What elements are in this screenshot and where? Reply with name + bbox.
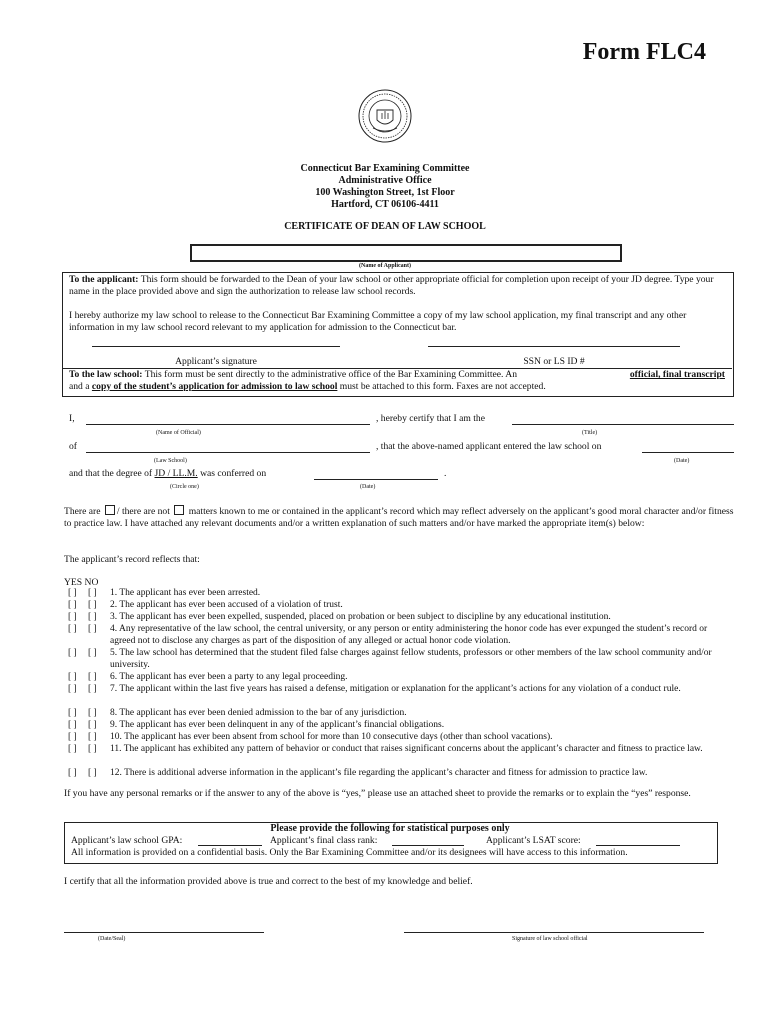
applicant-name-field[interactable] — [190, 244, 622, 262]
official-signature-line[interactable] — [404, 932, 704, 933]
class-rank-field[interactable] — [392, 845, 464, 846]
there-are-text: There are — [64, 506, 103, 517]
official-signature-caption: Signature of law school official — [512, 936, 588, 942]
law-school-text-1: This form must be sent directly to the administrative office of the Bar Examining Committee. An — [142, 369, 518, 380]
law-school-instructions — [69, 369, 731, 393]
office-line-2: Administrative Office — [338, 175, 432, 186]
law-school-line[interactable] — [86, 452, 370, 453]
no-checkbox[interactable]: [ ] — [88, 720, 97, 730]
law-school-text-2: and a — [69, 381, 92, 392]
to-applicant-label: To the applicant: — [69, 274, 139, 285]
confidential-note: All information is provided on a confidential basis. Only the Bar Examining Committee and/or its designees will have access to this information. — [71, 847, 628, 858]
gpa-label: Applicant’s law school GPA: — [71, 835, 183, 846]
question-text: 5. The law school has determined that the student filed false charges against fellow students, professors or other members of the law school community and/or university. — [110, 648, 712, 670]
ssn-label: SSN or LS ID # — [523, 356, 585, 367]
there-are-not-text: / there are not — [116, 506, 173, 517]
no-checkbox[interactable]: [ ] — [88, 588, 97, 598]
there-are-not-checkbox[interactable] — [174, 505, 184, 515]
entered-text: , that the above-named applicant entered the law school on — [376, 441, 602, 452]
question-text: 7. The applicant within the last five years has raised a defense, mitigation or explanation for the applicant’s actions for any violation of a conduct rule. — [110, 684, 681, 694]
degree-text-1: and that the degree of — [69, 468, 155, 479]
entry-date-caption: (Date) — [674, 458, 690, 464]
question-text: 3. The applicant has ever been expelled, suspended, placed on probation or been subject to discipline by any educational institution. — [110, 612, 611, 622]
degree-statement — [69, 468, 266, 480]
no-checkbox[interactable]: [ ] — [88, 600, 97, 610]
no-checkbox[interactable]: [ ] — [88, 672, 97, 682]
yes-checkbox[interactable]: [ ] — [68, 720, 77, 730]
question-text: 9. The applicant has ever been delinquent in any of the applicant’s financial obligations. — [110, 720, 445, 730]
application-copy-phrase: copy of the student’s application for admission to law school — [91, 381, 338, 392]
matters-paragraph — [64, 505, 736, 530]
yes-checkbox[interactable]: [ ] — [68, 648, 77, 658]
gpa-field[interactable] — [198, 845, 262, 846]
question-text: 11. The applicant has exhibited any pattern of behavior or conduct that raises significant concerns about the applicant’s character and fitness to practice law. — [110, 744, 703, 754]
yes-checkbox[interactable]: [ ] — [68, 624, 77, 634]
certify-text: , hereby certify that I am the — [376, 413, 485, 424]
no-checkbox[interactable]: [ ] — [88, 624, 97, 634]
lsat-field[interactable] — [596, 845, 680, 846]
no-checkbox[interactable]: [ ] — [88, 744, 97, 754]
question-text: 10. The applicant has ever been absent from school for more than 10 consecutive days (other than school vacations). — [110, 732, 553, 742]
there-are-checkbox[interactable] — [105, 505, 115, 515]
yes-checkbox[interactable]: [ ] — [68, 744, 77, 754]
entry-date-line[interactable] — [642, 452, 734, 453]
office-line-4: Hartford, CT 06106-4411 — [331, 199, 439, 210]
yes-checkbox[interactable]: [ ] — [68, 708, 77, 718]
applicant-signature-label: Applicant’s signature — [175, 356, 257, 367]
official-transcript-phrase: official, final transcript — [629, 369, 725, 380]
yes-checkbox[interactable]: [ ] — [68, 612, 77, 622]
applicant-name-caption: (Name of Applicant) — [359, 263, 411, 269]
official-name-caption: (Name of Official) — [156, 430, 201, 436]
class-rank-label: Applicant’s final class rank: — [270, 835, 378, 846]
title-line[interactable] — [512, 424, 734, 425]
seal-icon — [357, 88, 413, 144]
to-applicant-text: This form should be forwarded to the Dean of your law school or other appropriate official for completion upon receipt of your JD degree. Type your name in the place provided above and sign the authorization to release law school records. — [69, 274, 714, 297]
applicant-signature-line[interactable] — [92, 346, 340, 347]
question-text: 8. The applicant has ever been denied admission to the bar of any jurisdiction. — [110, 708, 407, 718]
question-text: 12. There is additional adverse information in the applicant’s file regarding the applicant’s character and fitness for admission to practice law. — [110, 768, 648, 778]
circle-one-caption: (Circle one) — [170, 484, 199, 490]
record-reflects: The applicant’s record reflects that: — [64, 554, 200, 565]
lsat-label: Applicant’s LSAT score: — [486, 835, 581, 846]
yes-checkbox[interactable]: [ ] — [68, 732, 77, 742]
conferred-date-line[interactable] — [314, 479, 438, 480]
degree-options[interactable]: JD / LL.M. — [154, 468, 198, 479]
question-text: 4. Any representative of the law school, the central university, or any person or entity administering the honor code has ever expunged the student’s record or agreed not to disclose any charges as part of the disposition of any alleged or actual honor code violation. — [110, 624, 708, 646]
office-line-3: 100 Washington Street, 1st Floor — [315, 187, 455, 198]
official-name-line[interactable] — [86, 424, 370, 425]
to-law-school-label: To the law school: — [69, 369, 143, 380]
law-school-text-3: must be attached to this form. Faxes are not accepted. — [337, 381, 546, 392]
date-seal-line[interactable] — [64, 932, 264, 933]
question-text: 2. The applicant has ever been accused of a violation of trust. — [110, 600, 343, 610]
date-seal-caption: (Date/Seal) — [98, 936, 126, 942]
conferred-date-caption: (Date) — [360, 484, 376, 490]
form-id: Form FLC4 — [582, 39, 706, 65]
no-checkbox[interactable]: [ ] — [88, 684, 97, 694]
authorization-text: I hereby authorize my law school to release to the Connecticut Bar Examining Committee a copy of my law school application, my final transcript and any other information in my law school record relevant to my application for admission to the Connecticut bar. — [69, 310, 687, 333]
yes-no-header: YES NO — [64, 577, 99, 588]
matters-text: matters known to me or contained in the applicant’s record which may reflect adversely on the applicant’s good moral character and/or fitness to practice law. I have attached any relevant documents and/or a written explanation of such matters and/or have marked the appropriate item(s) below: — [64, 506, 734, 529]
no-checkbox[interactable]: [ ] — [88, 708, 97, 718]
degree-text-2: was conferred on — [197, 468, 267, 479]
yes-checkbox[interactable]: [ ] — [68, 672, 77, 682]
ssn-line[interactable] — [428, 346, 680, 347]
applicant-instructions — [69, 274, 731, 298]
i-label: I, — [69, 413, 75, 424]
no-checkbox[interactable]: [ ] — [88, 768, 97, 778]
yes-checkbox[interactable]: [ ] — [68, 768, 77, 778]
office-line-1: Connecticut Bar Examining Committee — [300, 163, 470, 174]
of-label: of — [69, 441, 77, 452]
yes-checkbox[interactable]: [ ] — [68, 600, 77, 610]
final-certification: I certify that all the information provided above is true and correct to the best of my knowledge and belief. — [64, 876, 473, 887]
certificate-title: CERTIFICATE OF DEAN OF LAW SCHOOL — [284, 221, 486, 232]
period: . — [444, 468, 447, 479]
no-checkbox[interactable]: [ ] — [88, 648, 97, 658]
no-checkbox[interactable]: [ ] — [88, 732, 97, 742]
statistics-title: Please provide the following for statistical purposes only — [270, 823, 510, 834]
yes-checkbox[interactable]: [ ] — [68, 684, 77, 694]
yes-checkbox[interactable]: [ ] — [68, 588, 77, 598]
question-text: 1. The applicant has ever been arrested. — [110, 588, 261, 598]
remarks-text: If you have any personal remarks or if the answer to any of the above is “yes,” please use an attached sheet to provide the remarks or to explain the “yes” response. — [64, 788, 691, 799]
question-text: 6. The applicant has ever been a party to any legal proceeding. — [110, 672, 348, 682]
law-school-caption: (Law School) — [154, 458, 187, 464]
title-caption: (Title) — [582, 430, 598, 436]
no-checkbox[interactable]: [ ] — [88, 612, 97, 622]
